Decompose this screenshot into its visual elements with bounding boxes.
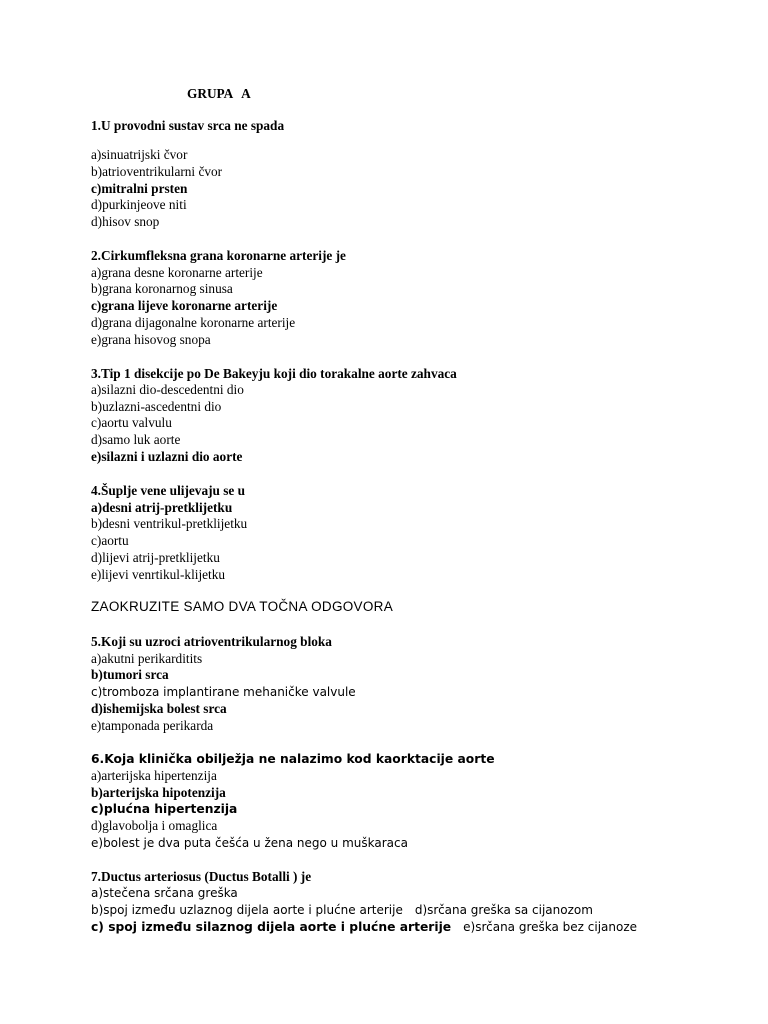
q1-option-b: b)atrioventrikularni čvor — [91, 164, 223, 179]
q7-option-a: a)stečena srčana greška — [91, 886, 238, 900]
q3-option-e-correct: e)silazni i uzlazni dio aorte — [91, 449, 243, 464]
q2-option-d: d)grana dijagonalne koronarne arterije — [91, 315, 296, 330]
q2-option-a: a)grana desne koronarne arterije — [91, 265, 263, 280]
q4-option-b: b)desni ventrikul-pretklijetku — [91, 516, 248, 531]
instruction-text: ZAOKRUZITE SAMO DVA TOČNA ODGOVORA — [91, 599, 393, 614]
q4-option-a-correct: a)desni atrij-pretklijetku — [91, 500, 233, 515]
question-6-heading: 6.Koja klinička obilježja ne nalazimo kod kaorktacije aorte — [91, 752, 495, 766]
question-4-heading: 4.Šuplje vene ulijevaju se u — [91, 483, 246, 498]
question-3-heading: 3.Tip 1 disekcije po De Bakeyju koji dio torakalne aorte zahvaca — [91, 366, 457, 381]
question-5-heading: 5.Koji su uzroci atrioventrikularnog bloka — [91, 634, 332, 649]
question-2-heading: 2.Cirkumfleksna grana koronarne arterije je — [91, 248, 346, 263]
q5-option-d-correct: d)ishemijska bolest srca — [91, 701, 227, 716]
q2-option-e: e)grana hisovog snopa — [91, 332, 211, 347]
q6-option-a: a)arterijska hipertenzija — [91, 768, 217, 783]
q6-option-c-correct: c)plućna hipertenzija — [91, 802, 238, 816]
q7-option-e: e)srčana greška bez cijanoze — [463, 920, 638, 934]
q6-option-d: d)glavobolja i omaglica — [91, 818, 218, 833]
q5-option-b-correct: b)tumori srca — [91, 667, 169, 682]
q7-option-d: d)srčana greška sa cijanozom — [414, 903, 593, 917]
question-1-heading: 1.U provodni sustav srca ne spada — [91, 118, 285, 133]
q7-row-b-d — [91, 902, 593, 918]
q6-option-b-correct: b)arterijska hipotenzija — [91, 785, 226, 800]
q7-row-c-e — [91, 919, 637, 935]
q1-option-c-correct: c)mitralni prsten — [91, 181, 188, 196]
q4-option-c: c)aortu — [91, 533, 129, 548]
q5-option-c: c)tromboza implantirane mehaničke valvule — [91, 685, 356, 699]
q6-option-e: e)bolest je dva puta češća u žena nego u muškaraca — [91, 836, 408, 850]
q3-option-b: b)uzlazni-ascedentni dio — [91, 399, 222, 414]
q3-option-d: d)samo luk aorte — [91, 432, 181, 447]
q3-option-c: c)aortu valvulu — [91, 415, 172, 430]
q1-option-a: a)sinuatrijski čvor — [91, 147, 188, 162]
q1-option-d2: d)hisov snop — [91, 214, 160, 229]
q4-option-e: e)lijevi venrtikul-klijetku — [91, 567, 226, 582]
q5-option-a: a)akutni perikarditits — [91, 651, 203, 666]
q5-option-e: e)tamponada perikarda — [91, 718, 214, 733]
page-title: GRUPA A — [187, 86, 251, 101]
question-7-heading: 7.Ductus arteriosus (Ductus Botalli ) je — [91, 869, 312, 884]
q3-option-a: a)silazni dio-descedentni dio — [91, 382, 244, 397]
q7-option-c-correct: c) spoj između silaznog dijela aorte i plućne arterije — [91, 920, 452, 934]
q7-option-b: b)spoj između uzlaznog dijela aorte i plućne arterije — [91, 903, 403, 917]
q2-option-c-correct: c)grana lijeve koronarne arterije — [91, 298, 278, 313]
q4-option-d: d)lijevi atrij-pretklijetku — [91, 550, 220, 565]
q2-option-b: b)grana koronarnog sinusa — [91, 281, 233, 296]
q1-option-d: d)purkinjeove niti — [91, 197, 187, 212]
